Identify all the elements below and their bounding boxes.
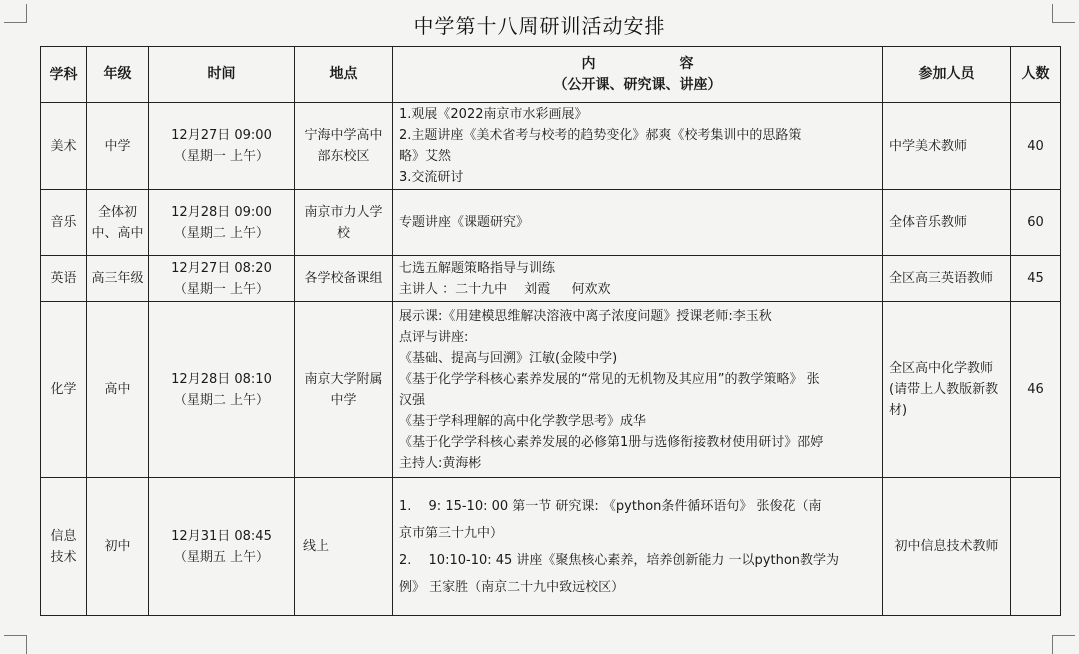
content-line: 七选五解题策略指导与训练 [399,260,556,276]
cell-location: 各学校备课组 [295,256,393,302]
time-date: 12月27日 08:20 [171,260,272,276]
header-grade: 年级 [87,47,149,103]
cell-content [393,256,883,302]
cell-content [393,302,883,478]
cell-participants: 初中信息技术教师 [883,478,1011,616]
time-date: 12月28日 09:00 [171,204,272,220]
table-row [41,302,1061,478]
content-line: 例》 王家胜（南京二十九中致远校区） [399,579,625,595]
time-weekday: （星期五 上午） [173,549,270,565]
cell-time [149,190,295,256]
table-row [41,190,1061,256]
cell-time [149,103,295,190]
content-line: 2.主题讲座《美术省考与校考的趋势变化》郝爽《校考集训中的思路策 [399,128,802,143]
document-title: 中学第十八周研训活动安排 [413,14,666,38]
table-row [41,256,1061,302]
cell-count: 46 [1011,302,1061,478]
header-content-subtitle: （公开课、研究课、讲座） [553,76,722,93]
header-participants: 参加人员 [883,47,1011,103]
cell-time [149,302,295,478]
content-line: 《基于化学学科核心素养发展的“常见的无机物及其应用”的教学策略》 张 [399,371,820,387]
header-content [393,47,883,103]
cell-grade: 高三年级 [87,256,149,302]
content-line: 《基于化学学科核心素养发展的必修第1册与选修衔接教材使用研讨》邵婷 [399,434,824,450]
time-weekday: （星期一 上午） [173,149,270,164]
cell-time [149,478,295,616]
time-weekday: （星期二 上午） [173,225,270,241]
content-line: 展示课:《用建模思维解决溶液中离子浓度问题》授课老师:李玉秋 [399,308,772,324]
header-count: 人数 [1011,47,1061,103]
header-location: 地点 [295,47,393,103]
cell-content [393,190,883,256]
cell-count: 60 [1011,190,1061,256]
content-line: 《基于学科理解的高中化学教学思考》成华 [399,413,647,429]
content-line: 主讲人 ：二十九中 刘霞 何欢欢 [399,281,611,297]
cell-location: 南京市力人学校 [295,190,393,256]
cell-participants: 中学美术教师 [883,103,1011,190]
header-row [41,47,1061,103]
content-line: 1.观展《2022南京市水彩画展》 [399,107,588,122]
cell-participants: 全区高三英语教师 [883,256,1011,302]
cell-location: 宁海中学高中部东校区 [295,103,393,190]
content-line: 2. 10:10-10: 45 讲座《聚焦核心素养，培养创新能力 一以python教学为 [399,552,840,568]
time-date: 12月28日 08:10 [171,371,272,387]
cell-content [393,103,883,190]
content-line: 汉强 [399,392,426,408]
cell-count: 40 [1011,103,1061,190]
cell-subject: 音乐 [41,190,87,256]
content-line: 专题讲座《课题研究》 [399,215,530,230]
schedule-table [40,46,1061,616]
cell-participants: 全体音乐教师 [883,190,1011,256]
cell-grade: 高中 [87,302,149,478]
table-row [41,478,1061,616]
time-date: 12月31日 08:45 [171,528,272,544]
table-row [41,103,1061,190]
cell-count [1011,478,1061,616]
content-line: 略》艾然 [399,149,452,164]
cell-time [149,256,295,302]
crop-mark-bottom-right [1052,635,1075,654]
content-line: 京市第三十九中） [399,525,504,541]
cell-subject: 英语 [41,256,87,302]
cell-subject: 美术 [41,103,87,190]
cell-content [393,478,883,616]
time-date: 12月27日 09:00 [171,128,272,143]
cell-grade: 中学 [87,103,149,190]
content-line: 点评与讲座: [399,329,469,345]
header-content-title: 内 容 [581,55,694,72]
cell-subject: 化学 [41,302,87,478]
time-weekday: （星期二 上午） [173,392,270,408]
cell-count: 45 [1011,256,1061,302]
cell-grade: 初中 [87,478,149,616]
header-time: 时间 [149,47,295,103]
header-subject: 学科 [41,47,87,103]
content-line: 主持人:黄海彬 [399,455,482,471]
content-line: 3.交流研讨 [399,170,464,185]
crop-mark-bottom-left [4,635,27,654]
cell-location: 南京大学附属中学 [295,302,393,478]
cell-location: 线上 [295,478,393,616]
content-line: 1. 9: 15-10: 00 第一节 研究课: 《python条件循环语句》 张俊花（南 [399,498,822,514]
cell-subject: 信息技术 [41,478,87,616]
cell-grade: 全体初中、高中 [87,190,149,256]
time-weekday: （星期一 上午） [173,281,270,297]
content-line: 《基础、提高与回溯》江敏(金陵中学) [399,350,618,366]
cell-participants: 全区高中化学教师(请带上人教版新教材) [883,302,1011,478]
